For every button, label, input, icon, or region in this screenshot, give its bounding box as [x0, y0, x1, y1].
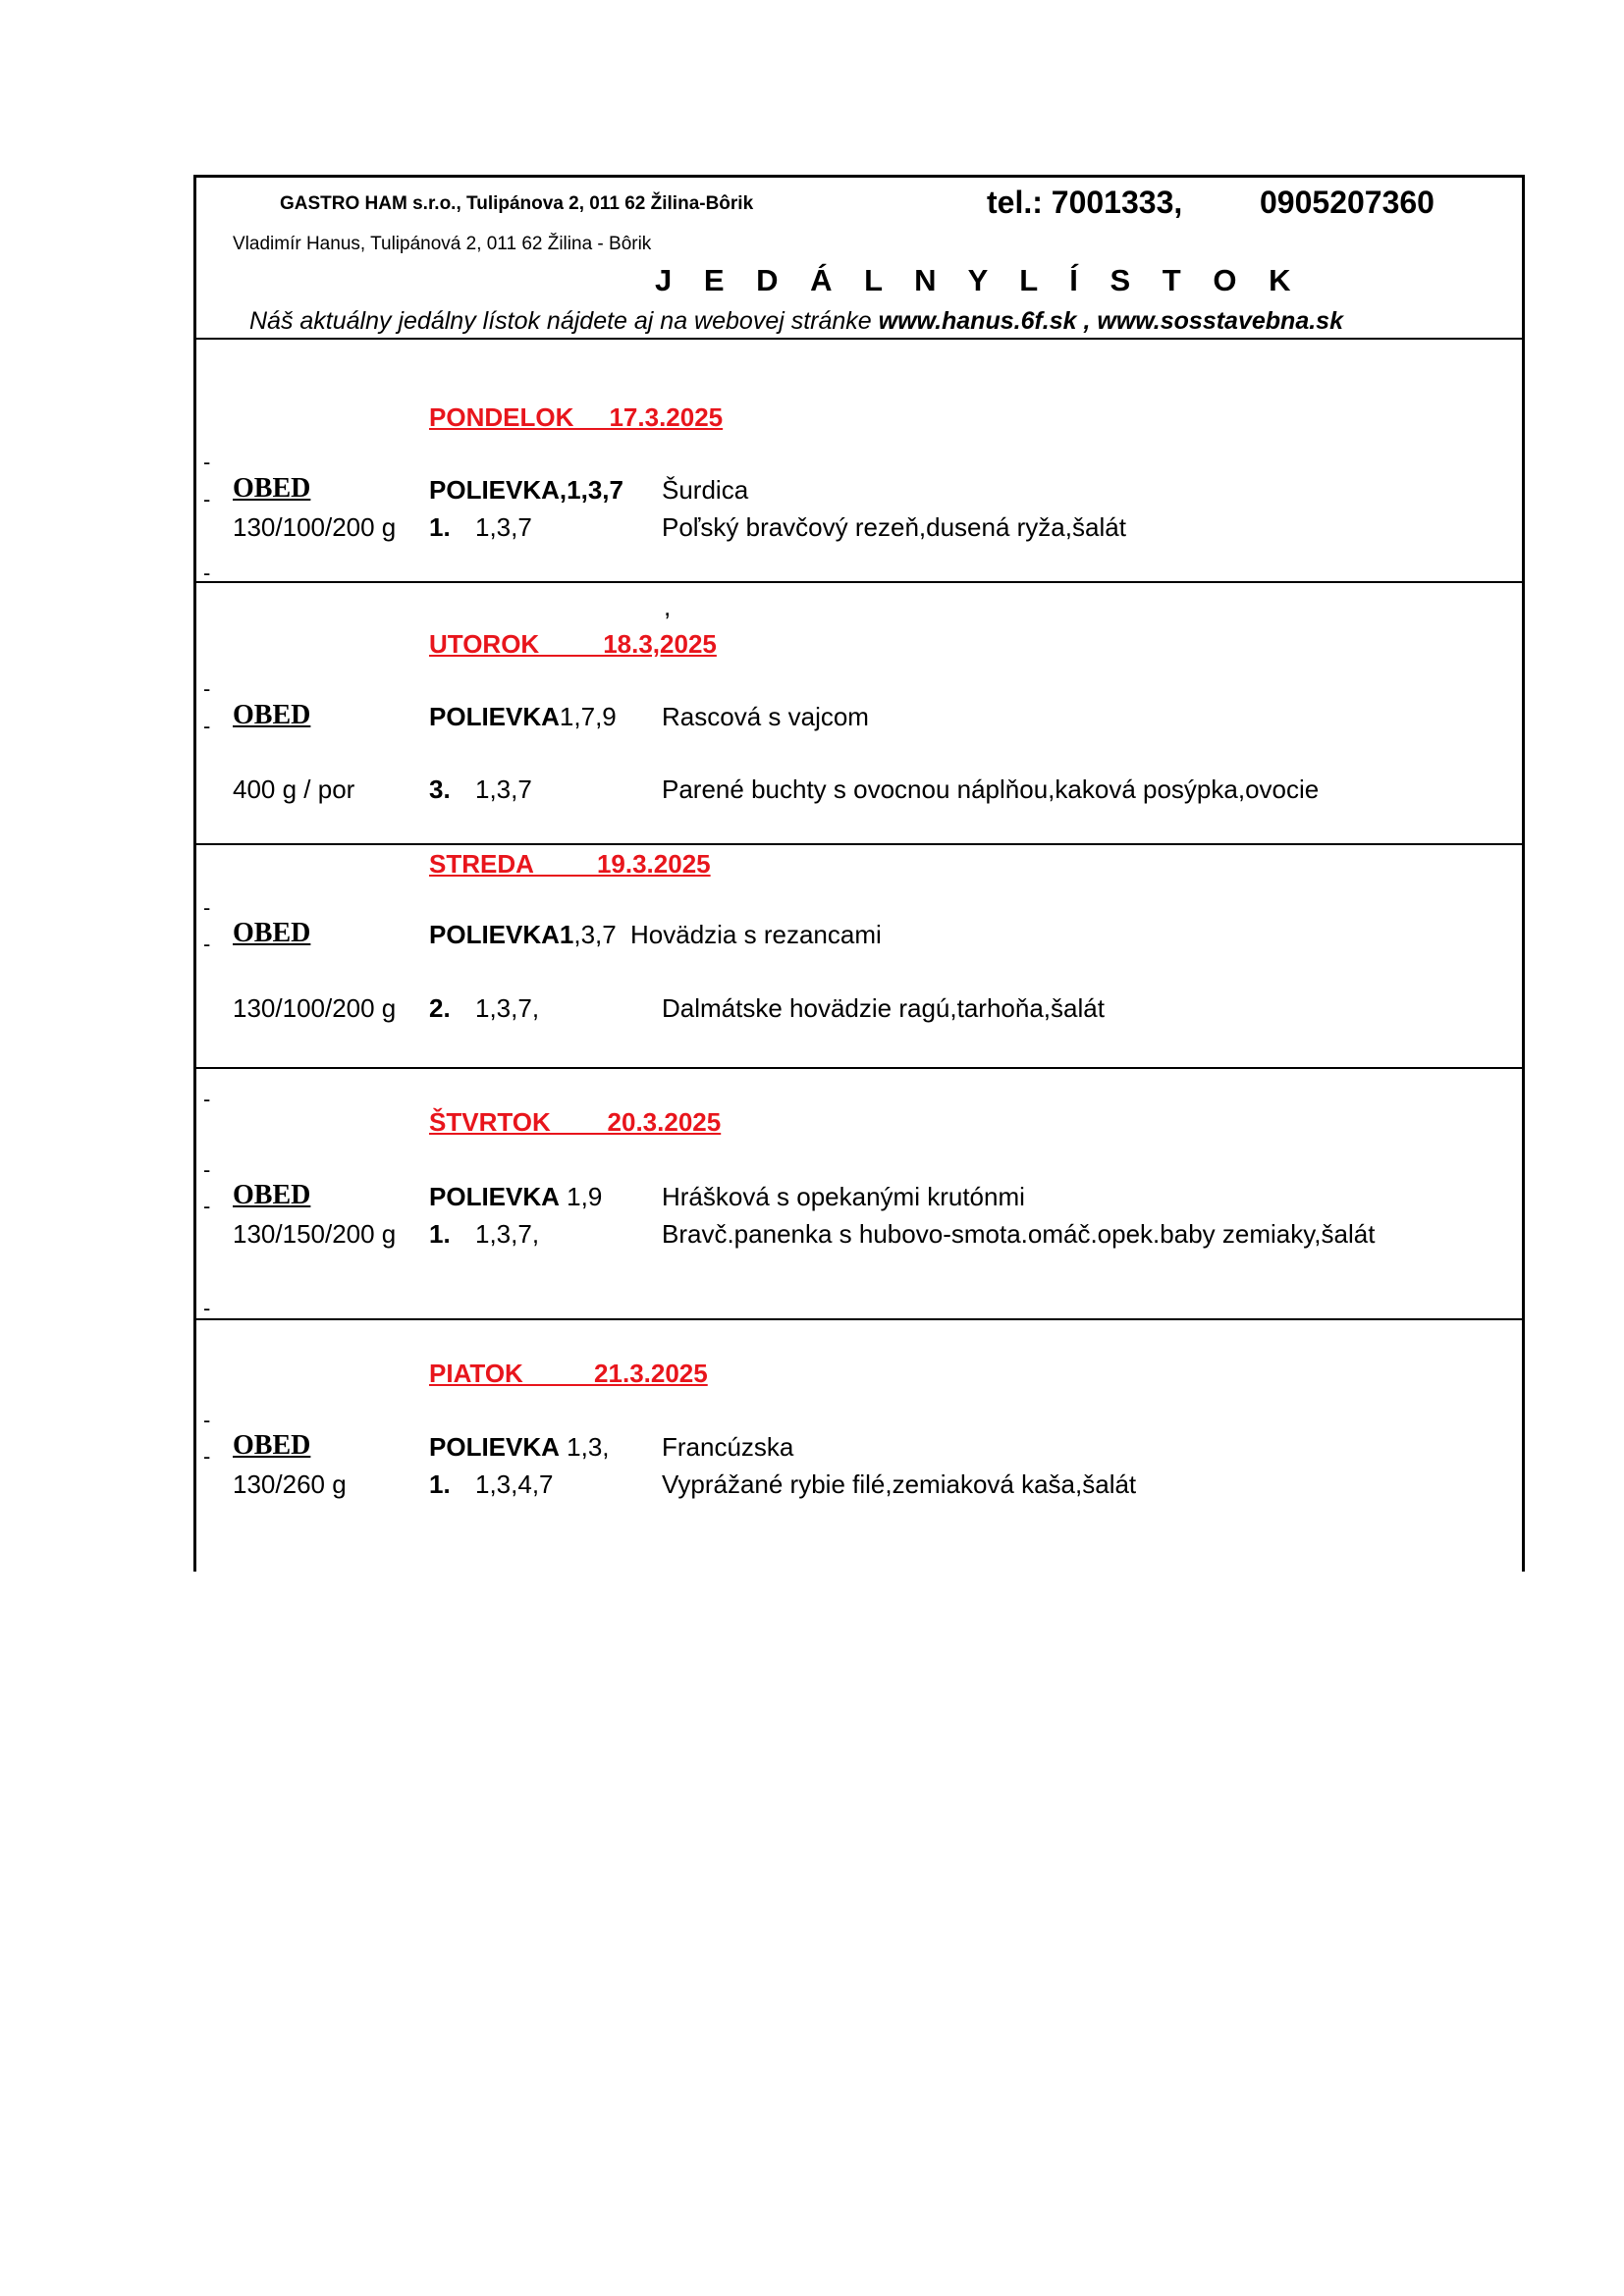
divider	[193, 1067, 1525, 1069]
meal-allergens: 1,3,7	[475, 512, 532, 542]
obed-label: OBED	[233, 1180, 311, 1210]
meal-allergens: 1,3,7	[475, 774, 532, 804]
company-name: GASTRO HAM s.r.o., Tulipánova 2, 011 62 Žilina-Bôrik	[280, 193, 754, 214]
divider	[193, 843, 1525, 845]
dash-mark: -	[203, 1194, 211, 1218]
dash-mark: -	[203, 1296, 211, 1320]
meal-number: 1.	[429, 1469, 451, 1499]
soup-heading: POLIEVKA	[429, 1432, 560, 1462]
soup-name: Hovädzia s rezancami	[630, 920, 882, 949]
day-label-monday: PONDELOK 17.3.2025	[429, 402, 724, 432]
dash-mark: -	[203, 1444, 211, 1468]
dash-mark: -	[203, 932, 211, 956]
dash-mark: -	[203, 1157, 211, 1182]
soup-label	[429, 702, 617, 732]
obed-label: OBED	[233, 473, 311, 504]
website-note-text: Náš aktuálny jedálny lístok nájdete aj na webovej stránke	[249, 307, 879, 335]
stray-comma: ,	[664, 592, 672, 621]
website-note	[249, 307, 1343, 336]
dash-mark: -	[203, 895, 211, 920]
soup-heading: POLIEVKA,1,3,7	[429, 475, 623, 505]
day-label-friday: PIATOK 21.3.2025	[429, 1359, 708, 1388]
soup-heading: POLIEVKA	[429, 1182, 560, 1211]
dash-mark: -	[203, 714, 211, 738]
meal-number: 2.	[429, 993, 451, 1023]
meal-number: 3.	[429, 774, 451, 804]
portion-weight: 130/100/200 g	[233, 993, 397, 1023]
page-title: J E D Á L N Y L Í S T O K	[655, 263, 1303, 297]
meal-name: Bravč.panenka s hubovo-smota.omáč.opek.baby zemiaky,šalát	[662, 1219, 1376, 1249]
obed-label: OBED	[233, 1430, 311, 1461]
dash-mark: -	[203, 487, 211, 511]
meal-allergens: 1,3,4,7	[475, 1469, 554, 1499]
owner-address: Vladimír Hanus, Tulipánová 2, 011 62 Žilina - Bôrik	[233, 234, 652, 254]
meal-name: Poľský bravčový rezeň,dusená ryža,šalát	[662, 512, 1126, 542]
day-label-thursday: ŠTVRTOK 20.3.2025	[429, 1107, 722, 1137]
meal-number: 1.	[429, 512, 451, 542]
soup-heading: POLIEVKA	[429, 702, 560, 731]
meal-name: Vyprážané rybie filé,zemiaková kaša,šalát	[662, 1469, 1137, 1499]
menu-sheet	[193, 175, 1525, 1572]
day-label-tuesday: UTOROK 18.3,2025	[429, 629, 717, 659]
dash-mark: -	[203, 450, 211, 474]
portion-weight: 130/150/200 g	[233, 1219, 397, 1249]
soup-name: Šurdica	[662, 475, 749, 505]
divider	[193, 1318, 1525, 1320]
dash-mark: -	[203, 1087, 211, 1111]
portion-weight: 130/100/200 g	[233, 512, 397, 542]
soup-label	[429, 475, 623, 506]
soup-heading: POLIEVKA1	[429, 920, 574, 949]
divider	[193, 581, 1525, 583]
telephone-mobile: 0905207360	[1260, 185, 1435, 220]
telephone: tel.: 7001333,	[987, 185, 1183, 220]
meal-name: Parené buchty s ovocnou náplňou,kaková posýpka,ovocie	[662, 774, 1320, 804]
portion-weight: 130/260 g	[233, 1469, 347, 1499]
dash-mark: -	[203, 561, 211, 585]
meal-allergens: 1,3,7,	[475, 993, 540, 1023]
soup-label	[429, 1182, 602, 1212]
meal-name: Dalmátske hovädzie ragú,tarhoňa,šalát	[662, 993, 1105, 1023]
soup-allergens: 1,7,9	[559, 702, 617, 731]
soup-allergens: 1,9	[559, 1182, 603, 1211]
meal-number: 1.	[429, 1219, 451, 1249]
dash-mark: -	[203, 1408, 211, 1432]
soup-name: Francúzska	[662, 1432, 794, 1462]
website-links: www.hanus.6f.sk , www.sosstavebna.sk	[878, 307, 1343, 335]
meal-allergens: 1,3,7,	[475, 1219, 540, 1249]
day-label-wednesday: STREDA 19.3.2025	[429, 849, 711, 879]
soup-allergens: ,3,7	[573, 920, 617, 949]
divider	[193, 338, 1525, 340]
soup-label	[429, 920, 617, 950]
soup-label	[429, 1432, 610, 1463]
dash-mark: -	[203, 676, 211, 701]
soup-name: Rascová s vajcom	[662, 702, 869, 731]
obed-label: OBED	[233, 700, 311, 730]
soup-allergens: 1,3,	[559, 1432, 610, 1462]
portion-weight: 400 g / por	[233, 774, 355, 804]
soup-name: Hrášková s opekanými krutónmi	[662, 1182, 1025, 1211]
obed-label: OBED	[233, 918, 311, 948]
